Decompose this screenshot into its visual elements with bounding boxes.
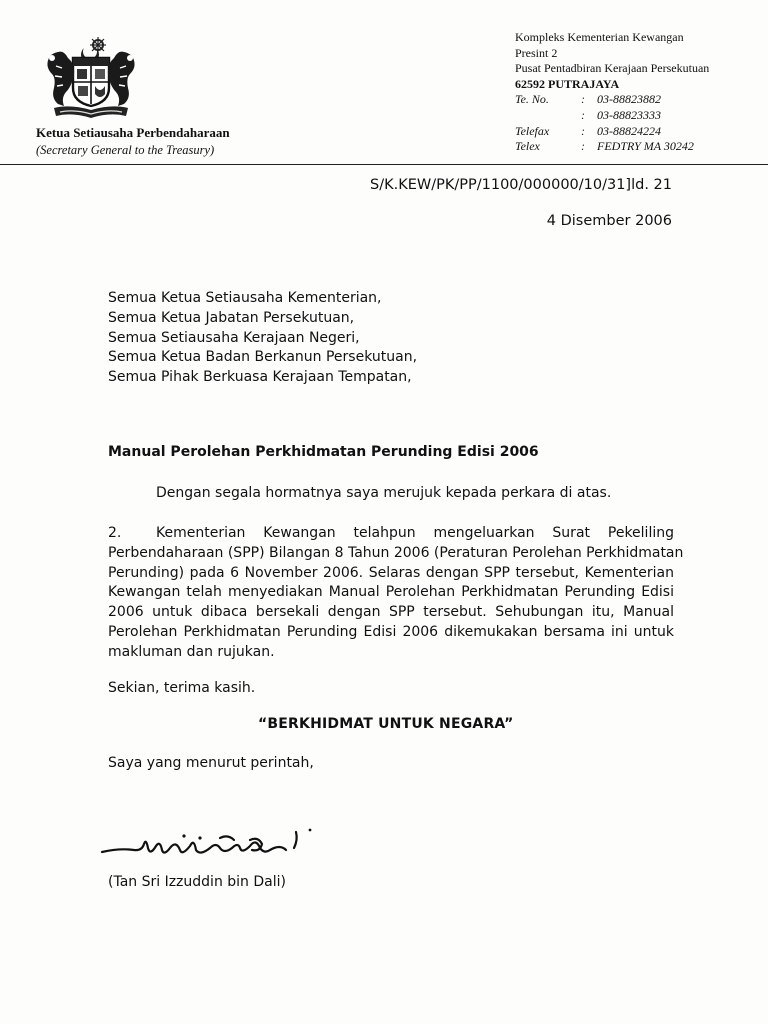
contact-label [515, 108, 581, 124]
paragraph-line: Perunding) pada 6 November 2006. Selaras dengan SPP tersebut, Kementerian [108, 564, 674, 581]
address-line: Kompleks Kementerian Kewangan [515, 30, 684, 44]
handwritten-signature [100, 826, 315, 870]
paragraph-line: Perbendaharaan (SPP) Bilangan 8 Tahun 2006 (Peraturan Perolehan Perkhidmatan [108, 544, 684, 561]
paragraph-number: 2. [108, 525, 122, 541]
valediction: Saya yang menurut perintah, [108, 755, 314, 771]
sender-title: Ketua Setiausaha Perbendaharaan [36, 125, 230, 140]
contact-row-phone-1 [515, 92, 709, 108]
paragraph-line: Kementerian Kewangan telahpun mengeluarkan Surat Pekeliling [156, 525, 674, 541]
recipient-line: Semua Pihak Berkuasa Kerajaan Tempatan, [108, 369, 412, 386]
recipient-line: Semua Ketua Badan Berkanun Persekutuan, [108, 349, 418, 366]
address-postcode-city: 62592 PUTRAJAYA [515, 76, 620, 91]
paragraph-line: Kewangan telah menyediakan Manual Perolehan Perkhidmatan Perunding Edisi [108, 584, 674, 601]
signatory-name: (Tan Sri Izzuddin bin Dali) [108, 874, 286, 890]
recipient-line: Semua Ketua Setiausaha Kementerian, [108, 290, 382, 306]
contact-label: Telefax [515, 123, 550, 138]
address-line: Pusat Pentadbiran Kerajaan Persekutuan [515, 61, 710, 76]
letterhead-divider [0, 164, 768, 165]
motto: “BERKHIDMAT UNTUK NEGARA” [258, 716, 514, 732]
address-line: Presint 2 [515, 45, 558, 60]
recipient-line: Semua Ketua Jabatan Persekutuan, [108, 309, 355, 326]
contact-row-telefax [515, 124, 709, 140]
reference-number: S/K.KEW/PK/PP/1100/000000/10/31]ld. 21 [370, 177, 672, 193]
recipient-list [108, 289, 417, 388]
malaysia-coat-of-arms-icon [40, 36, 142, 122]
paragraph-2-first-line [108, 524, 674, 544]
contact-label: Te. No. [515, 92, 549, 107]
contact-value: 03-88823882 [597, 92, 661, 107]
contact-separator: : [581, 139, 585, 154]
contact-value: FEDTRY MA 30242 [597, 139, 694, 154]
paragraph-1: Dengan segala hormatnya saya merujuk kepada perkara di atas. [156, 485, 612, 501]
letter-date: 4 Disember 2006 [546, 213, 672, 229]
letter-subject: Manual Perolehan Perkhidmatan Perunding Edisi 2006 [108, 444, 539, 460]
contact-separator: : [581, 107, 585, 122]
contact-row-telex [515, 139, 709, 155]
sender-subtitle: (Secretary General to the Treasury) [36, 143, 215, 157]
sender-address [515, 30, 709, 155]
contact-label: Telex [515, 139, 540, 154]
contact-separator: : [581, 92, 585, 107]
paragraph-line: Perolehan Perkhidmatan Perunding Edisi 2006 dikemukakan bersama ini untuk [108, 623, 674, 640]
recipient-line: Semua Setiausaha Kerajaan Negeri, [108, 329, 360, 346]
contact-value: 03-88823333 [597, 107, 661, 122]
paragraph-2 [108, 524, 684, 663]
contact-separator: : [581, 123, 585, 138]
contact-row-phone-2 [515, 108, 709, 124]
closing-remark: Sekian, terima kasih. [108, 680, 256, 696]
paragraph-line: makluman dan rujukan. [108, 643, 275, 660]
paragraph-line: 2006 untuk dibaca bersekali dengan SPP tersebut. Sehubungan itu, Manual [108, 604, 674, 621]
contact-value: 03-88824224 [597, 123, 661, 138]
